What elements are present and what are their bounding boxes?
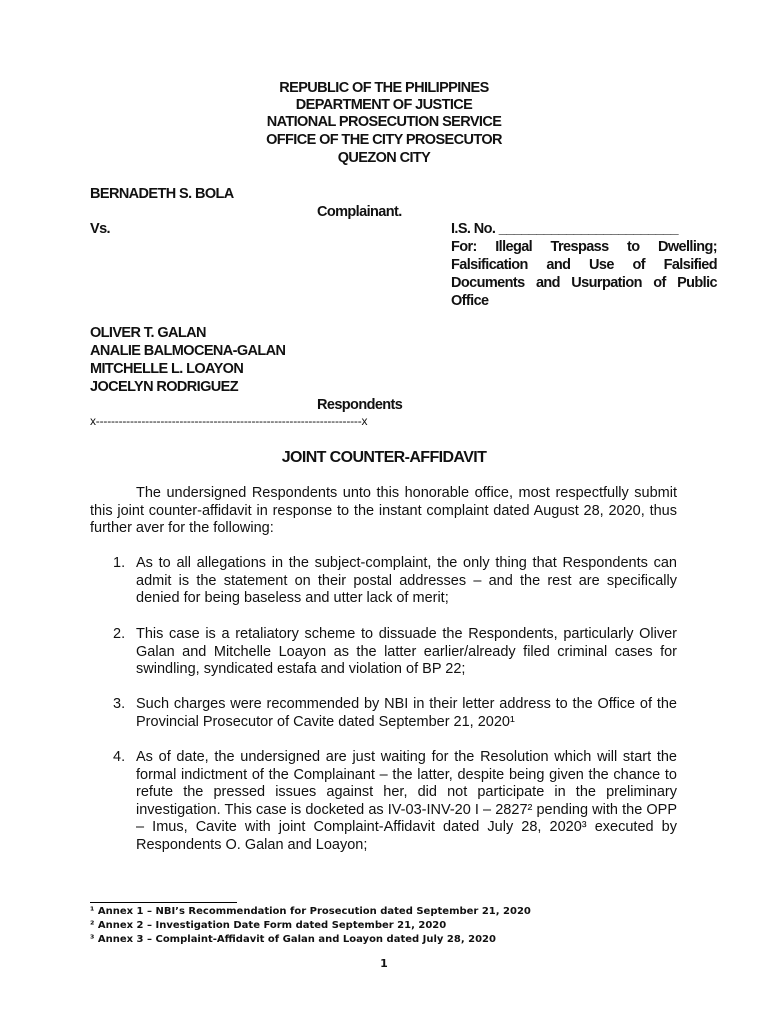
respondents-list [90,324,285,396]
versus-label: Vs. [90,221,110,237]
item-number: 1. [113,555,126,571]
item-line: Respondents O. Galan and Loayon; [136,836,368,853]
list-item [136,749,677,854]
item-line: This case is a retaliatory scheme to dissuade the Respondents, particularly Oliver [136,626,677,642]
header-line-city-prosecutor: OFFICE OF THE CITY PROSECUTOR [266,132,502,148]
list-item [136,555,677,608]
intro-line: this joint counter-affidavit in response to the instant complaint dated August 28, 2020, thus [90,502,677,519]
footnote-2: ² Annex 2 – Investigation Date Form dated September 21, 2020 [90,920,447,931]
item-line: Such charges were recommended by NBI in their letter address to the Office of the [136,696,677,712]
item-line: Galan and Mitchelle Loayon as the latter earlier/already filed criminal cases for [136,643,677,660]
item-line: Provincial Prosecutor of Cavite dated September 21, 2020¹ [136,713,515,730]
footnote-1: ¹ Annex 1 – NBI’s Recommendation for Prosecution dated September 21, 2020 [90,906,531,917]
item-line: refute the pressed issues against her, did not participate in the preliminary [136,784,677,800]
charges-block [451,238,717,310]
list-item [136,626,677,679]
respondent-name: JOCELYN RODRIGUEZ [90,379,238,395]
caption-separator: x----------------------------------------------------------------------x [90,414,368,428]
charge-line: Office [451,293,489,309]
header-line-republic: REPUBLIC OF THE PHILIPPINES [279,80,489,96]
respondent-name: OLIVER T. GALAN [90,325,206,341]
page-number: 1 [380,957,388,970]
item-line: As of date, the undersigned are just waiting for the Resolution which will start the [136,749,677,765]
item-line: formal indictment of the Complainant – the latter, despite being given the chance to [136,766,677,783]
item-line: investigation. This case is docketed as IV-03-INV-20 I – 2827² pending with the OPP [136,801,677,818]
respondent-name: ANALIE BALMOCENA-GALAN [90,343,286,359]
charge-line: Documents and Usurpation of Public [451,275,717,291]
footnote-3: ³ Annex 3 – Complaint-Affidavit of Galan and Loayon dated July 28, 2020 [90,934,496,945]
item-number: 3. [113,696,126,712]
complainant-name: BERNADETH S. BOLA [90,186,234,202]
item-line: admit is the statement on their postal addresses – and the rest are specifically [136,572,677,589]
document-title: JOINT COUNTER-AFFIDAVIT [281,449,487,466]
item-line: denied for being baseless and utter lack of merit; [136,590,449,606]
item-number: 4. [113,749,126,765]
list-item [136,696,677,731]
footnote-rule [90,902,237,903]
header-line-prosecution-service: NATIONAL PROSECUTION SERVICE [266,114,502,130]
intro-line: The undersigned Respondents unto this honorable office, most respectfully submit [136,485,677,501]
case-number-field: I.S. No. ________________________ [451,221,678,237]
respondent-name: MITCHELLE L. LOAYON [90,361,244,377]
intro-line: further aver for the following: [90,520,274,536]
item-line: As to all allegations in the subject-complaint, the only thing that Respondents can [136,555,677,571]
item-line: – Imus, Cavite with joint Complaint-Affidavit dated July 28, 2020³ executed by [136,819,677,835]
intro-paragraph [90,485,677,538]
header-line-city: QUEZON CITY [337,150,431,166]
charge-line: For: Illegal Trespass to Dwelling; [451,239,717,255]
charge-line: Falsification and Use of Falsified [451,257,717,273]
item-number: 2. [113,626,126,642]
item-line: swindling, syndicated estafa and violation of BP 22; [136,661,466,677]
header-line-department: DEPARTMENT OF JUSTICE [295,97,473,113]
complainant-label: Complainant. [317,204,402,220]
respondents-label: Respondents [317,397,403,413]
